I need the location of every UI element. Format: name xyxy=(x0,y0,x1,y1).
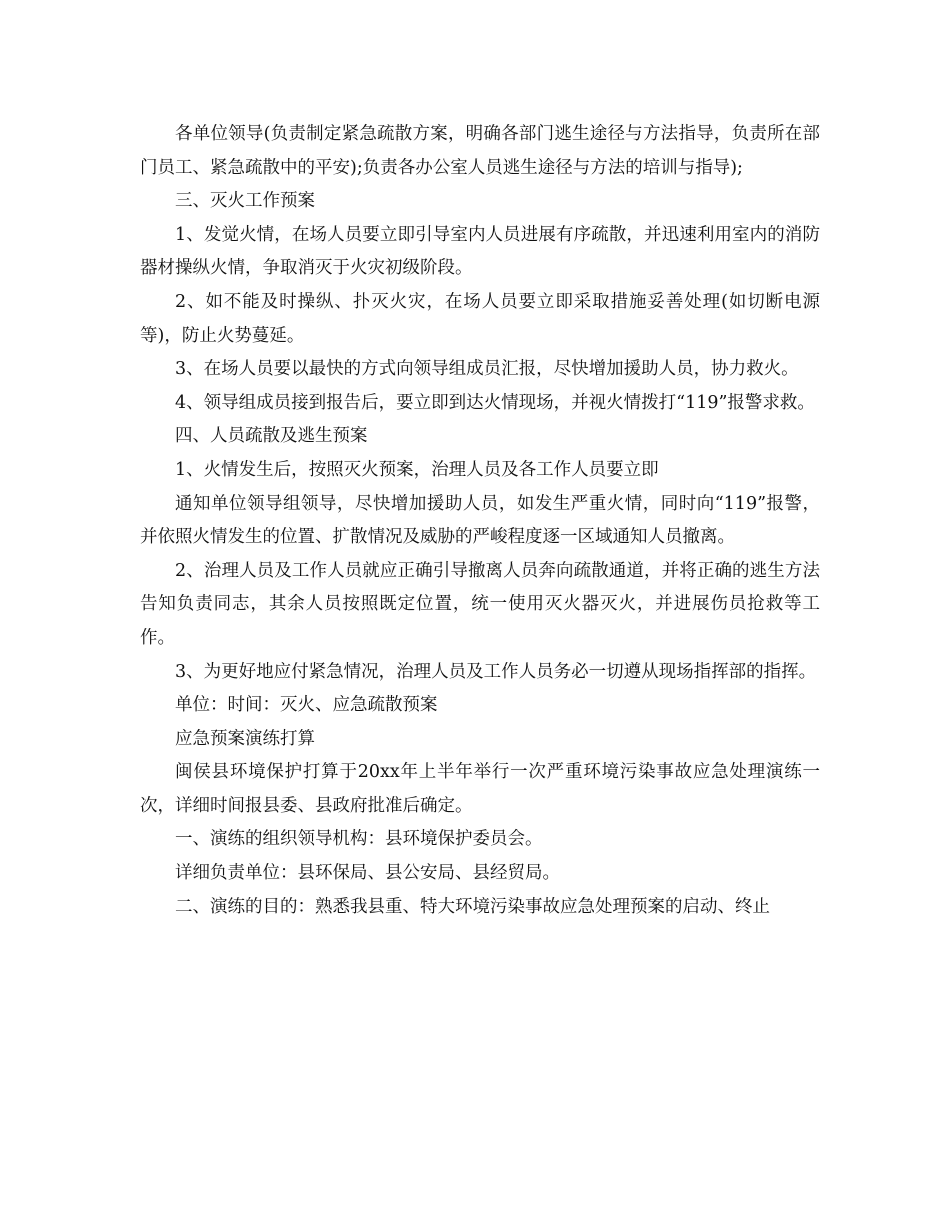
paragraph-unit-leaders: 各单位领导(负责制定紧急疏散方案，明确各部门逃生途径与方法指导，负责所在部门员工、紧急疏散中的平安);负责各办公室人员逃生途径与方法的培训与指导); xyxy=(140,124,820,178)
paragraph-drill-purpose: 二、演练的目的：熟悉我县重、特大环境污染事故应急处理预案的启动、终止 xyxy=(175,896,770,917)
heading-drill-plan: 应急预案演练打算 xyxy=(175,728,315,749)
paragraph-fire-2: 2、如不能及时操纵、扑灭火灾，在场人员要立即采取措施妥善处理(如切断电源等)，防止火势蔓延。 xyxy=(140,291,820,346)
paragraph-drill-intro: 闽侯县环境保护打算于20xx年上半年举行一次严重环境污染事故应急处理演练一次，详细时间报县委、县政府批准后确定。 xyxy=(140,762,820,816)
paragraph-drill-org: 一、演练的组织领导机构：县环境保护委员会。 xyxy=(175,829,543,850)
paragraph-unit-time: 单位：时间：灭火、应急疏散预案 xyxy=(175,695,438,716)
heading-evacuation-plan: 四、人员疏散及逃生预案 xyxy=(175,426,368,447)
paragraph-evac-1-cont: 通知单位领导组领导，尽快增加援助人员，如发生严重火情，同时向“119”报警，并依照火情发生的位置、扩散情况及威胁的严峻程度逐一区域通知人员撤离。 xyxy=(140,493,820,548)
paragraph-fire-4: 4、领导组成员接到报告后，要立即到达火情现场，并视火情拨打“119”报警求救。 xyxy=(175,392,815,413)
document-body xyxy=(140,118,820,924)
heading-fire-plan: 三、灭火工作预案 xyxy=(175,191,315,212)
paragraph-drill-units: 详细负责单位：县环保局、县公安局、县经贸局。 xyxy=(175,863,560,884)
paragraph-evac-1: 1、火情发生后，按照灭火预案，治理人员及各工作人员要立即 xyxy=(175,459,659,480)
paragraph-fire-3: 3、在场人员要以最快的方式向领导组成员汇报，尽快增加援助人员，协力救火。 xyxy=(175,359,799,380)
paragraph-evac-3: 3、为更好地应付紧急情况，治理人员及工作人员务必一切遵从现场指挥部的指挥。 xyxy=(175,661,817,682)
paragraph-evac-2: 2、治理人员及工作人员就应正确引导撤离人员奔向疏散通道，并将正确的逃生方法告知负责同志，其余人员按照既定位置，统一使用灭火器灭火，并进展伤员抢救等工作。 xyxy=(140,560,820,648)
paragraph-fire-1: 1、发觉火情，在场人员要立即引导室内人员进展有序疏散，并迅速利用室内的消防器材操纵火情，争取消灭于火灾初级阶段。 xyxy=(140,224,820,279)
